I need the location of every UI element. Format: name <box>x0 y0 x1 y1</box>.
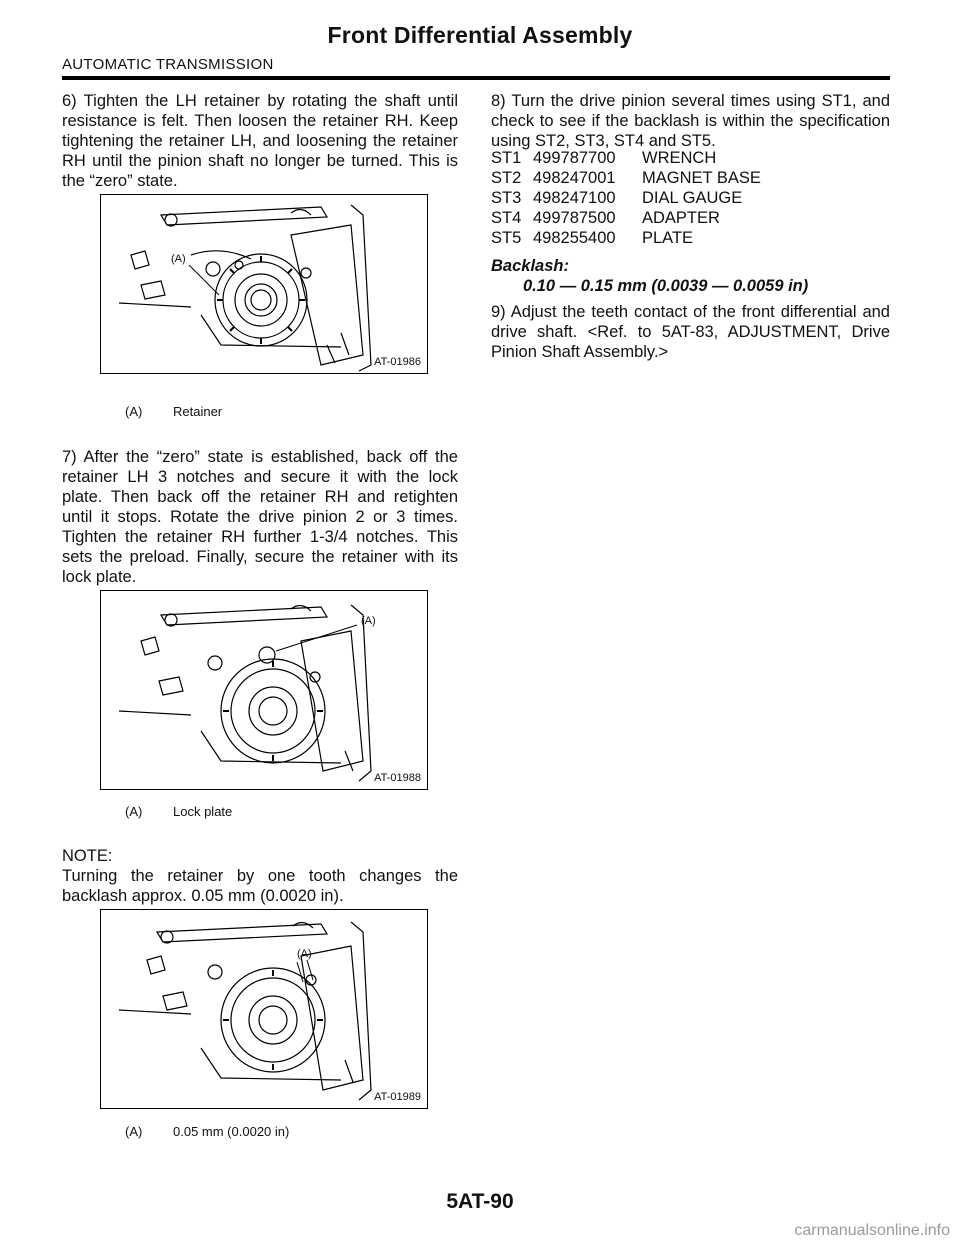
tool-code: ST1 <box>491 149 522 167</box>
transmission-illustration-2 <box>101 591 427 789</box>
tool-number: 498247001 <box>533 169 616 187</box>
caption-key: (A) <box>125 404 143 419</box>
caption-text: Lock plate <box>173 804 233 819</box>
tool-number: 498247100 <box>533 189 616 207</box>
page-number: 5AT-90 <box>446 1190 514 1213</box>
note-title: NOTE: <box>62 847 113 865</box>
caption-key: (A) <box>125 804 143 819</box>
figure-retainer <box>100 194 428 374</box>
callout-a-label: (A) <box>361 615 376 627</box>
tool-row <box>491 168 890 188</box>
tool-name: WRENCH <box>642 149 717 167</box>
tool-name: PLATE <box>642 229 694 247</box>
tool-code: ST4 <box>491 209 522 227</box>
transmission-illustration-3 <box>101 910 427 1108</box>
step-9-text: 9) Adjust the teeth contact of the front differential and drive shaft. <Ref. to 5AT-83, ADJUSTMENT, Drive Pinion Shaft Assembly.> <box>491 303 890 361</box>
figure-lock-plate <box>100 590 428 790</box>
figure-id: AT-01988 <box>374 772 421 784</box>
figure-caption <box>125 404 222 419</box>
tool-row <box>491 228 890 248</box>
step-8-text: 8) Turn the drive pinion several times using ST1, and check to see if the backlash is within the specification using ST2, ST3, ST4 and ST5. <box>491 92 890 150</box>
figure-backlash <box>100 909 428 1109</box>
tool-number: 499787700 <box>533 149 616 167</box>
step-6-text: 6) Tighten the LH retainer by rotating the shaft until resistance is felt. Then loosen the retainer RH. Keep tightening the retainer LH, and loosening the retainer RH until the pinion shaft no longer be turned. This is the “zero” state. <box>62 92 458 190</box>
spec-title: Backlash: <box>491 257 569 275</box>
watermark: carmanualsonline.info <box>794 1222 950 1239</box>
tool-row <box>491 208 890 228</box>
figure-id: AT-01986 <box>374 356 421 368</box>
caption-key: (A) <box>125 1124 143 1139</box>
tool-name: ADAPTER <box>642 209 720 227</box>
tool-code: ST5 <box>491 229 522 247</box>
special-tools-list <box>491 148 890 248</box>
tool-code: ST2 <box>491 169 522 187</box>
tool-row <box>491 188 890 208</box>
caption-text: Retainer <box>173 404 223 419</box>
caption-text: 0.05 mm (0.0020 in) <box>173 1124 290 1139</box>
note-text: Turning the retainer by one tooth changes the backlash approx. 0.05 mm (0.0020 in). <box>62 867 458 905</box>
tool-number: 499787500 <box>533 209 616 227</box>
tool-number: 498255400 <box>533 229 616 247</box>
transmission-illustration-1 <box>101 195 427 373</box>
spec-value: 0.10 — 0.15 mm (0.0039 — 0.0059 in) <box>523 277 809 295</box>
section-name: AUTOMATIC TRANSMISSION <box>62 56 274 73</box>
figure-id: AT-01989 <box>374 1091 421 1103</box>
page-title: Front Differential Assembly <box>327 22 633 48</box>
header-rule <box>62 76 890 80</box>
callout-a-label: (A) <box>171 253 186 265</box>
tool-name: DIAL GAUGE <box>642 189 743 207</box>
tool-row <box>491 148 890 168</box>
tool-code: ST3 <box>491 189 522 207</box>
tool-name: MAGNET BASE <box>642 169 761 187</box>
callout-a-label: (A) <box>297 948 312 960</box>
step-7-text: 7) After the “zero” state is established, back off the retainer LH 3 notches and secure it with the lock plate. Then back off the retainer RH and retighten until it stops. Rotate the drive pinion 2 or 3 times. Tighten the retainer RH further 1-3/4 notches. This sets the preload. Finally, secure the retainer with its lock plate. <box>62 448 458 586</box>
figure-caption <box>125 804 232 819</box>
figure-caption <box>125 1124 289 1139</box>
